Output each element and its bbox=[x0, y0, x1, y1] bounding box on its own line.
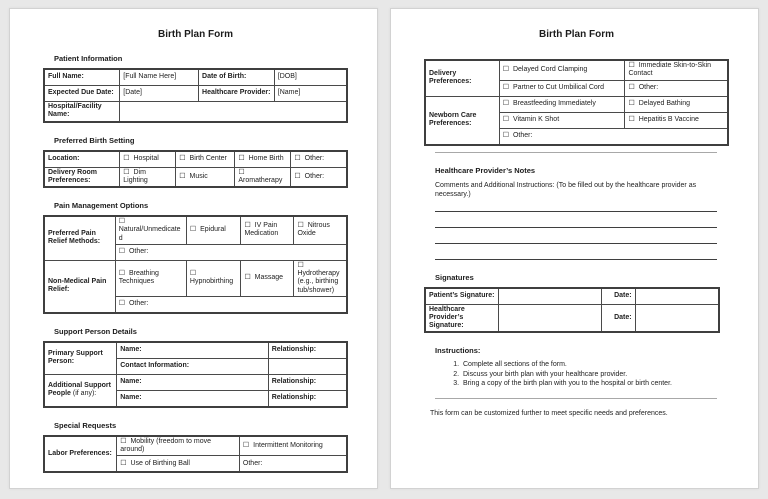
checkbox-icon[interactable]: ☐ bbox=[179, 154, 186, 162]
checkbox-icon[interactable]: ☐ bbox=[244, 274, 251, 282]
table-row bbox=[44, 86, 347, 102]
table-row bbox=[44, 260, 347, 296]
option-cell bbox=[120, 167, 176, 187]
section-divider bbox=[435, 398, 717, 399]
option-label: Breathing Techniques bbox=[118, 270, 159, 286]
checkbox-icon[interactable]: ☐ bbox=[297, 261, 304, 269]
checkbox-icon[interactable]: ☐ bbox=[123, 168, 130, 176]
option-label: Music bbox=[189, 172, 208, 180]
special-requests-table bbox=[43, 435, 348, 474]
option-label: Other: bbox=[128, 248, 149, 256]
option-label: Home Birth bbox=[248, 154, 284, 162]
checkbox-icon[interactable]: ☐ bbox=[123, 154, 130, 162]
table-row bbox=[425, 96, 728, 112]
preferences-table bbox=[424, 59, 729, 146]
table-row bbox=[44, 69, 347, 86]
birth-setting-table bbox=[43, 150, 348, 189]
section-heading-instructions: Instructions: bbox=[435, 346, 481, 356]
option-label: Hypnobirthing bbox=[189, 278, 234, 286]
facility-label: Hospital/Facility Name: bbox=[44, 102, 120, 122]
document-page-1 bbox=[9, 8, 378, 489]
provider-signature-label: Healthcare Provider’s Signature: bbox=[425, 304, 498, 332]
option-label: Delayed Bathing bbox=[638, 99, 691, 107]
table-row bbox=[425, 304, 719, 332]
document-page-2 bbox=[390, 8, 759, 489]
option-label: Intermittent Monitoring bbox=[253, 441, 323, 449]
support-person-table bbox=[43, 341, 348, 408]
additional-support-label-normal: (if any): bbox=[72, 390, 97, 398]
option-label: Massage bbox=[254, 274, 284, 282]
table-row bbox=[44, 436, 347, 456]
writing-line[interactable] bbox=[435, 244, 717, 260]
nonmedical-pain-relief-label: Non-Medical Pain Relief: bbox=[44, 260, 115, 313]
table-row bbox=[44, 216, 347, 244]
additional-support-label bbox=[44, 374, 117, 407]
patient-information-table bbox=[43, 68, 348, 123]
relationship-label: Relationship: bbox=[268, 342, 347, 359]
blank-field[interactable] bbox=[268, 358, 347, 374]
checkbox-icon[interactable]: ☐ bbox=[628, 83, 635, 91]
option-cell bbox=[625, 112, 728, 128]
instructions-list bbox=[435, 360, 729, 388]
section-heading-signatures: Signatures bbox=[435, 272, 474, 282]
section-heading-pain-management: Pain Management Options bbox=[54, 201, 149, 210]
footer-note: This form can be customized further to meet specific needs and preferences. bbox=[430, 409, 668, 417]
page-title: Birth Plan Form bbox=[157, 29, 233, 40]
table-row bbox=[425, 60, 728, 80]
checkbox-icon[interactable]: ☐ bbox=[244, 222, 251, 230]
patient-signature-label: Patient’s Signature: bbox=[425, 288, 498, 305]
option-cell bbox=[239, 436, 347, 456]
notes-instructions-text: Comments and Additional Instructions: (To be filled out by the healthcare provider as necessary.) bbox=[435, 181, 697, 198]
table-row bbox=[425, 288, 719, 305]
option-cell bbox=[176, 151, 235, 168]
checkbox-icon[interactable]: ☐ bbox=[297, 222, 304, 230]
section-heading-patient-information: Patient Information bbox=[54, 54, 123, 63]
checkbox-icon[interactable]: ☐ bbox=[179, 172, 186, 180]
checkbox-icon[interactable]: ☐ bbox=[118, 248, 125, 256]
checkbox-icon[interactable]: ☐ bbox=[118, 300, 125, 308]
labor-preferences-label: Labor Preferences: bbox=[44, 436, 117, 473]
option-cell bbox=[291, 167, 347, 187]
checkbox-icon[interactable]: ☐ bbox=[502, 66, 510, 74]
delivery-room-label: Delivery Room Preferences: bbox=[44, 167, 120, 187]
delivery-preferences-label: Delivery Preferences: bbox=[425, 60, 499, 96]
option-cell bbox=[241, 216, 294, 244]
option-label: Mobility (freedom to move around) bbox=[120, 437, 211, 453]
date-label: Date: bbox=[601, 288, 635, 305]
checkbox-icon[interactable]: ☐ bbox=[118, 218, 125, 225]
option-cell bbox=[294, 260, 347, 296]
option-cell bbox=[625, 80, 728, 96]
instruction-item: 3. Bring a copy of the birth plan with you to the hospital or birth center. bbox=[461, 379, 729, 388]
option-cell bbox=[625, 96, 728, 112]
preferred-pain-relief-label: Preferred Pain Relief Methods: bbox=[44, 216, 115, 260]
dob-value[interactable]: [DOB] bbox=[274, 69, 347, 86]
section-heading-support-person: Support Person Details bbox=[54, 326, 137, 336]
option-cell bbox=[625, 60, 728, 80]
option-label: Other: bbox=[304, 172, 325, 180]
option-label: Immediate Skin-to-Skin Contact bbox=[628, 62, 712, 78]
date-blank-field[interactable] bbox=[635, 288, 719, 305]
option-label: Other: bbox=[128, 300, 149, 308]
date-blank-field[interactable] bbox=[635, 304, 719, 332]
checkbox-icon[interactable]: ☐ bbox=[628, 115, 635, 123]
option-label: Birth Center bbox=[189, 154, 227, 162]
option-cell bbox=[115, 244, 347, 260]
option-label: Other: bbox=[512, 131, 533, 139]
writing-line[interactable] bbox=[435, 212, 717, 228]
section-divider bbox=[435, 152, 717, 153]
option-cell bbox=[499, 128, 728, 145]
checkbox-icon[interactable]: ☐ bbox=[238, 168, 245, 176]
checkbox-icon[interactable]: ☐ bbox=[502, 115, 510, 123]
checkbox-icon[interactable]: ☐ bbox=[118, 270, 125, 277]
option-cell bbox=[235, 167, 291, 187]
option-cell bbox=[117, 456, 240, 473]
checkbox-icon[interactable]: ☐ bbox=[294, 154, 301, 162]
option-cell bbox=[499, 60, 625, 80]
writing-line[interactable] bbox=[435, 201, 717, 212]
option-cell bbox=[186, 260, 241, 296]
instruction-item: 2. Discuss your birth plan with your healthcare provider. bbox=[461, 370, 729, 379]
option-label: Natural/Unmedicated bbox=[118, 226, 181, 242]
other-label-cell: Other: bbox=[239, 456, 347, 473]
location-label: Location: bbox=[44, 151, 120, 168]
option-label: IV Pain Medication bbox=[244, 222, 279, 238]
option-label: Vitamin K Shot bbox=[512, 115, 560, 123]
provider-value[interactable]: [Name] bbox=[274, 86, 347, 102]
instruction-item: 1. Complete all sections of the form. bbox=[461, 360, 729, 369]
additional-support-label-bold: Additional Support People bbox=[48, 382, 111, 398]
option-cell bbox=[235, 151, 291, 168]
option-label: Nitrous Oxide bbox=[297, 222, 330, 238]
section-heading-birth-setting: Preferred Birth Setting bbox=[54, 135, 135, 145]
option-cell bbox=[241, 260, 294, 296]
option-cell bbox=[117, 436, 240, 456]
option-label: Dim Lighting bbox=[123, 168, 148, 184]
section-heading-provider-notes: Healthcare Provider’s Notes bbox=[435, 165, 536, 175]
table-row bbox=[44, 167, 347, 187]
checkbox-icon[interactable]: ☐ bbox=[120, 459, 127, 467]
option-cell bbox=[115, 216, 186, 244]
option-label: Epidural bbox=[200, 226, 226, 234]
option-cell bbox=[186, 216, 241, 244]
option-cell bbox=[176, 167, 235, 187]
signature-blank-field[interactable] bbox=[498, 288, 601, 305]
signature-blank-field[interactable] bbox=[498, 304, 601, 332]
checkbox-icon[interactable]: ☐ bbox=[628, 62, 635, 69]
provider-label: Healthcare Provider: bbox=[199, 86, 275, 102]
option-label: Hospital bbox=[133, 154, 159, 162]
writing-lines bbox=[435, 201, 717, 260]
checkbox-icon[interactable]: ☐ bbox=[189, 226, 197, 234]
option-cell bbox=[499, 112, 625, 128]
name-label: Name: bbox=[117, 390, 269, 407]
name-label: Name: bbox=[117, 374, 269, 390]
checkbox-icon[interactable]: ☐ bbox=[189, 270, 197, 277]
checkbox-icon[interactable]: ☐ bbox=[242, 441, 250, 449]
signatures-table bbox=[424, 287, 720, 334]
relationship-label: Relationship: bbox=[268, 374, 347, 390]
contact-information-label: Contact Information: bbox=[117, 358, 269, 374]
due-date-label: Expected Due Date: bbox=[44, 86, 120, 102]
option-cell bbox=[291, 151, 347, 168]
option-label: Delayed Cord Clamping bbox=[512, 66, 588, 74]
checkbox-icon[interactable]: ☐ bbox=[628, 99, 635, 107]
checkbox-icon[interactable]: ☐ bbox=[238, 154, 245, 162]
date-label: Date: bbox=[601, 304, 635, 332]
option-label: Other: bbox=[638, 83, 659, 91]
full-name-label: Full Name: bbox=[44, 69, 120, 86]
primary-support-label: Primary Support Person: bbox=[44, 342, 117, 375]
option-label: Hepatitis B Vaccine bbox=[638, 115, 699, 123]
full-name-value[interactable]: [Full Name Here] bbox=[120, 69, 199, 86]
checkbox-icon[interactable]: ☐ bbox=[120, 437, 127, 445]
option-label: Hydrotherapy (e.g., birthing tub/shower) bbox=[297, 270, 340, 294]
checkbox-icon[interactable]: ☐ bbox=[502, 99, 510, 107]
facility-blank-field[interactable] bbox=[120, 102, 347, 122]
option-cell bbox=[115, 296, 347, 313]
option-label: Breastfeeding Immediately bbox=[512, 99, 596, 107]
table-row bbox=[44, 374, 347, 390]
due-date-value[interactable]: [Date] bbox=[120, 86, 199, 102]
table-row bbox=[44, 102, 347, 122]
relationship-label: Relationship: bbox=[268, 390, 347, 407]
option-label: Use of Birthing Ball bbox=[130, 459, 190, 467]
newborn-care-label: Newborn Care Preferences: bbox=[425, 96, 499, 145]
option-cell bbox=[499, 80, 625, 96]
checkbox-icon[interactable]: ☐ bbox=[294, 172, 301, 180]
option-cell bbox=[120, 151, 176, 168]
pain-management-table bbox=[43, 215, 348, 314]
writing-line[interactable] bbox=[435, 228, 717, 244]
checkbox-icon[interactable]: ☐ bbox=[502, 131, 510, 139]
option-cell bbox=[499, 96, 625, 112]
table-row bbox=[44, 151, 347, 168]
option-cell bbox=[115, 260, 186, 296]
table-row bbox=[44, 342, 347, 359]
section-heading-special-requests: Special Requests bbox=[54, 420, 117, 430]
page-title: Birth Plan Form bbox=[538, 29, 614, 40]
option-label: Aromatherapy bbox=[238, 176, 283, 184]
dob-label: Date of Birth: bbox=[199, 69, 275, 86]
option-label: Other: bbox=[304, 154, 325, 162]
name-label: Name: bbox=[117, 342, 269, 359]
checkbox-icon[interactable]: ☐ bbox=[502, 83, 510, 91]
option-cell bbox=[294, 216, 347, 244]
option-label: Partner to Cut Umbilical Cord bbox=[512, 83, 604, 91]
